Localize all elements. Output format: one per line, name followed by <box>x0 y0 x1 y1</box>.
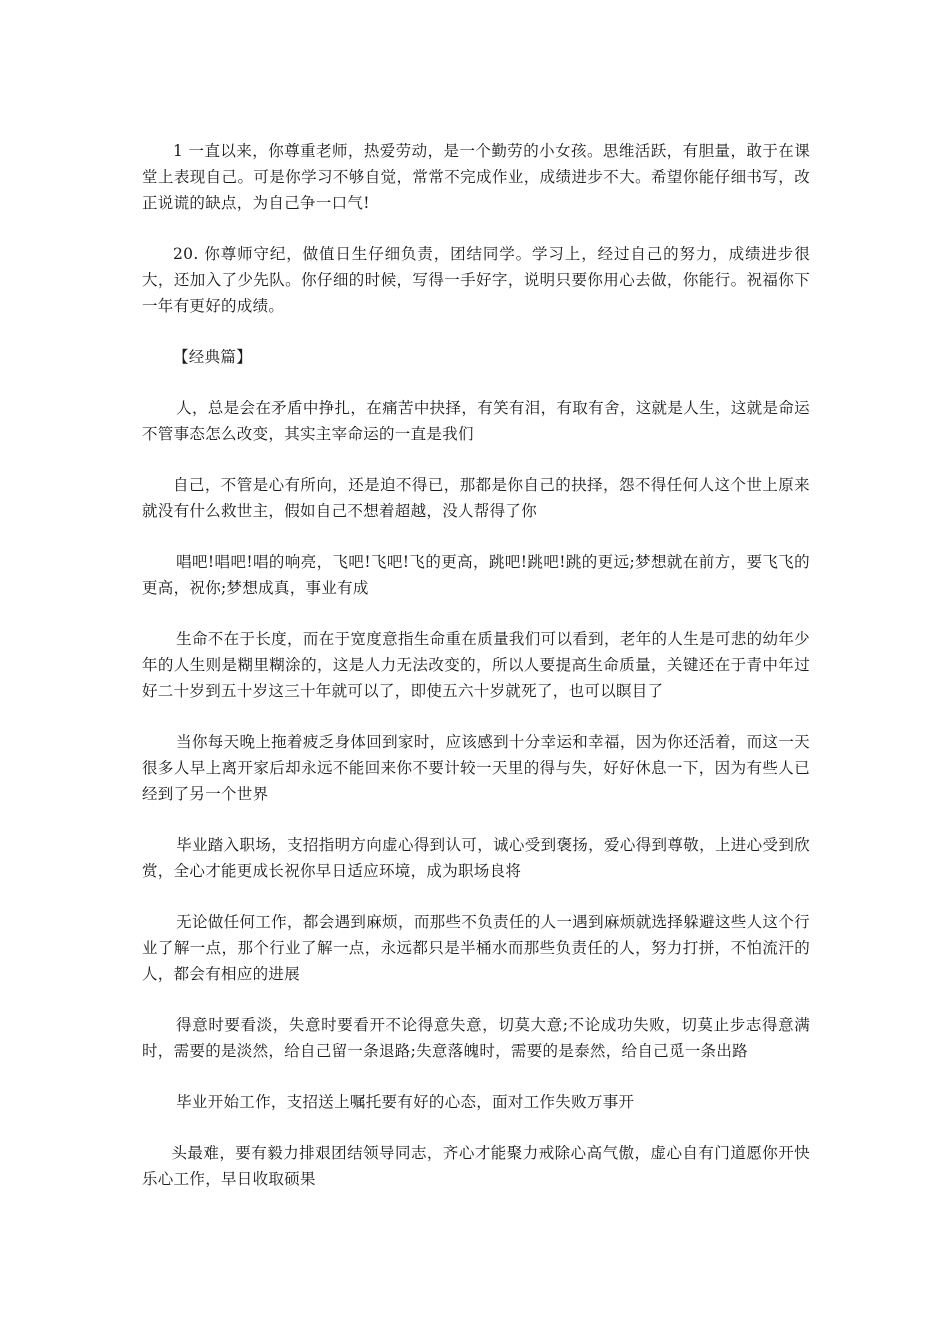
paragraph-7: 当你每天晚上拖着疲乏身体回到家时，应该感到十分幸运和幸福，因为你还活着，而这一天很多人早上离开家后却永远不能回来你不要计较一天里的得与失，好好休息一下，因为有些人已经到了另一个世界 <box>142 733 810 803</box>
paragraph-2: 20. 你尊师守纪，做值日生仔细负责，团结同学。学习上，经过自己的努力，成绩进步很大，还加入了少先队。你仔细的时候，写得一手好字，说明只要你用心去做，你能行。祝福你下一年有更好的成绩。 <box>142 245 810 315</box>
document-body <box>142 138 810 1217</box>
paragraph-11: 毕业开始工作，支招送上嘱托要有好的心态，面对工作失败万事开 <box>176 1093 635 1111</box>
paragraph-9: 无论做任何工作，都会遇到麻烦，而那些不负责任的人一遇到麻烦就选择躲避这些人这个行业了解一点，那个行业了解一点，永远都只是半桶水而那些负责任的人，努力打拼，不怕流汗的人，都会有相应的进展 <box>142 913 810 983</box>
paragraph-4: 自己，不管是心有所向，还是迫不得已，那都是你自己的抉择，怨不得任何人这个世上原来就没有什么救世主，假如自己不想着超越，没人帮得了你 <box>142 476 810 520</box>
paragraph-5: 唱吧!唱吧!唱的响亮，飞吧!飞吧!飞的更高，跳吧!跳吧!跳的更远;梦想就在前方，要飞飞的更高，祝你;梦想成真，事业有成 <box>142 553 810 597</box>
paragraph-6: 生命不在于长度，而在于宽度意指生命重在质量我们可以看到，老年的人生是可悲的幼年少年的人生则是糊里糊涂的，这是人力无法改变的，所以人要提高生命质量，关键还在于青中年过好二十岁到五十岁这三十年就可以了，即使五六十岁就死了，也可以瞑目了 <box>142 630 810 700</box>
paragraph-12: 头最难，要有毅力排艰团结领导同志，齐心才能聚力戒除心高气傲，虚心自有门道愿你开快乐心工作，早日收取硕果 <box>142 1144 810 1188</box>
paragraph-1: 1 一直以来，你尊重老师，热爱劳动，是一个勤劳的小女孩。思维活跃，有胆量，敢于在课堂上表现自己。可是你学习不够自觉，常常不完成作业，成绩进步不大。希望你能仔细书写，改正说谎的缺点，为自己争一口气! <box>142 142 810 212</box>
paragraph-10: 得意时要看淡，失意时要看开不论得意失意，切莫大意;不论成功失败，切莫止步志得意满时，需要的是淡然，给自己留一条退路;失意落魄时，需要的是泰然，给自己觅一条出路 <box>142 1016 810 1060</box>
paragraph-3: 人，总是会在矛盾中挣扎，在痛苦中抉择，有笑有泪，有取有舍，这就是人生，这就是命运不管事态怎么改变，其实主宰命运的一直是我们 <box>142 399 810 443</box>
paragraph-8: 毕业踏入职场，支招指明方向虚心得到认可，诚心受到褒扬，爱心得到尊敬，上进心受到欣赏，全心才能更成长祝你早日适应环境，成为职场良将 <box>142 836 810 880</box>
section-heading: 【经典篇】 <box>173 348 253 366</box>
